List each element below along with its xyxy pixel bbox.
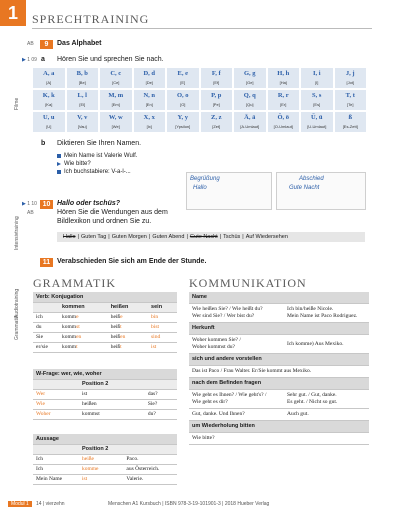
table-row — [33, 474, 177, 484]
page-number: 14 | vierzehn — [36, 501, 65, 507]
grammar-title: GRAMMATIK — [33, 276, 117, 290]
alphabet-letter — [335, 112, 367, 132]
table-row — [189, 433, 369, 445]
verb-stem: komm — [62, 344, 77, 350]
pronunciation: [E] — [180, 80, 186, 85]
ab-tag: AB — [27, 210, 34, 216]
alphabet-letter — [67, 90, 99, 110]
greeting-card-title: Begrüßung — [190, 176, 220, 182]
pronunciation: [O] — [180, 102, 186, 107]
alphabet-letter — [301, 68, 333, 88]
letter: K, k — [42, 92, 55, 99]
alphabet-row — [33, 90, 366, 110]
audio-track[interactable] — [22, 201, 37, 207]
pronunciation: [Ix] — [146, 124, 152, 129]
phrase-item: Guten Abend — [152, 234, 185, 240]
alphabet-letter — [167, 68, 199, 88]
table-row — [189, 335, 369, 354]
alphabet-letter — [100, 68, 132, 88]
column-header: Position 2 — [79, 379, 145, 389]
pronunciation: [Er] — [280, 102, 287, 107]
verb: heiße — [79, 454, 123, 464]
alphabet-letter — [33, 90, 65, 110]
table-header: Herkunft — [189, 323, 369, 335]
verb-stem: komm — [62, 314, 77, 320]
question: Wer sind Sie? / Wer bist du? — [192, 313, 255, 319]
side-label-filme: Filme — [14, 97, 20, 110]
verb-form: bist — [148, 322, 177, 332]
rest: Sie? — [145, 399, 177, 409]
answer: Ich bin/heiße Nicole. — [287, 306, 334, 312]
phrase-item: Guten Tag — [80, 234, 107, 240]
table-header: nach dem Befinden fragen — [189, 378, 369, 390]
table-header: Aussage — [33, 434, 177, 444]
alphabet-letter — [335, 90, 367, 110]
column-header: sein — [148, 302, 177, 312]
dialog-line: Ich buchstabiere: V-a-l-... — [64, 169, 131, 175]
pronunciation: [Ypsilon] — [175, 124, 191, 129]
alphabet-letter — [134, 68, 166, 88]
pronunciation: [Zet] — [212, 124, 221, 129]
alphabet-letter — [268, 112, 300, 132]
alphabet-letter — [33, 112, 65, 132]
verb-form: ist — [148, 342, 177, 352]
task-instruction: Diktieren Sie Ihren Namen. — [57, 140, 142, 147]
w-word: Wie — [33, 399, 79, 409]
speaker-a-marker — [57, 154, 61, 158]
table-header: Verb: Konjugation — [33, 292, 177, 302]
answer: Auch gut. — [284, 409, 369, 421]
communication-table — [189, 292, 369, 445]
letter: U, u — [42, 114, 55, 121]
pronunciation: [Ha] — [279, 80, 287, 85]
w-word: Woher — [33, 409, 79, 419]
alphabet-letter — [67, 112, 99, 132]
letter: Y, y — [177, 114, 189, 121]
verb-stem: heiß — [110, 314, 121, 320]
pronunciation: [Qu] — [245, 102, 254, 107]
farewell-card-title: Abschied — [299, 176, 324, 182]
pronunciation: [Ka] — [45, 102, 53, 107]
table-row — [33, 312, 177, 322]
subject: Mein Name — [33, 474, 79, 484]
table-header: sich und andere vorstellen — [189, 354, 369, 366]
letter: Q, q — [243, 92, 256, 99]
letter: S, s — [312, 92, 322, 99]
letter: G, g — [243, 70, 256, 77]
letter: W, w — [108, 114, 123, 121]
task-instruction: Hören Sie die Wendungen aus dem — [57, 209, 168, 216]
verb: komme — [79, 464, 123, 474]
side-label-grammatik: Grammatik — [14, 315, 20, 340]
greeting-card — [186, 172, 272, 210]
letter: D, d — [143, 70, 156, 77]
alphabet-letter — [167, 112, 199, 132]
exercise-title: Hallo oder tschüs? — [57, 200, 121, 207]
verb-form: sind — [148, 332, 177, 342]
speaker-a-marker — [57, 170, 61, 174]
pronunciation: [Es] — [313, 102, 321, 107]
table-row — [33, 399, 177, 409]
table-row — [189, 390, 369, 409]
pronunciation: [Ce] — [112, 80, 120, 85]
phrase-item: Hallo — [63, 234, 76, 240]
module-badge: Modul 1 — [8, 501, 32, 507]
verb: ist — [79, 474, 123, 484]
task-instruction: Hören Sie und sprechen Sie nach. — [57, 56, 164, 63]
rest: du? — [145, 409, 177, 419]
page-title: SPRECHTRAINING — [32, 12, 150, 26]
publisher-credit: Menschen A1 Kursbuch | ISBN 978-3-19-101901-3 | 2018 Hueber Verlag — [108, 501, 270, 507]
pronunciation: [U] — [46, 124, 52, 129]
letter: O, o — [176, 92, 189, 99]
pronunciation: [Es-Zett] — [342, 124, 358, 129]
verb-ending: en — [120, 334, 126, 340]
pronoun: du — [33, 322, 59, 332]
audio-icon: ▶ — [22, 201, 28, 207]
table-row — [33, 409, 177, 419]
ab-tag: AB — [27, 41, 34, 47]
verb-ending: t — [120, 324, 122, 330]
phrase-item: Auf Wiedersehen — [245, 234, 288, 240]
speaker-b-marker — [57, 162, 61, 166]
w-question-table — [33, 369, 177, 420]
verb: kommst — [79, 409, 145, 419]
letter: F, f — [211, 70, 221, 77]
rest: aus Österreich. — [123, 464, 177, 474]
alphabet-letter — [301, 90, 333, 110]
question: Wie heißen Sie? / Wie heißt du? — [192, 306, 263, 312]
pronunciation: [Vau] — [77, 124, 87, 129]
pronunciation: [I] — [315, 80, 319, 85]
audio-track-label: 1 10 — [27, 201, 37, 207]
subject: Ich — [33, 464, 79, 474]
verb-ending: en — [76, 334, 82, 340]
greeting-sample: Hallo — [193, 185, 207, 191]
pronunciation: [We] — [111, 124, 120, 129]
alphabet-letter — [67, 68, 99, 88]
verb-ending: t — [76, 344, 78, 350]
table-header: W-Frage: wer, wie, woher — [33, 369, 177, 379]
verb-stem: komm — [62, 324, 77, 330]
letter: Ü, ü — [310, 114, 323, 121]
letter: P, p — [211, 92, 222, 99]
dialog-line: Wie bitte? — [64, 161, 91, 167]
verb: heißen — [79, 399, 145, 409]
question: Woher kommen Sie? / — [192, 337, 241, 343]
verb-ending: st — [76, 324, 80, 330]
table-row — [33, 332, 177, 342]
table-row — [33, 342, 177, 352]
letter: T, t — [345, 92, 355, 99]
page-number-word: vierzehn — [45, 501, 65, 507]
verb-ending: e — [120, 314, 123, 320]
letter: R, r — [277, 92, 289, 99]
table-header: Name — [189, 292, 369, 304]
verb-ending: e — [76, 314, 79, 320]
farewell-sample: Gute Nacht — [289, 185, 320, 191]
w-word: Wer — [33, 389, 79, 399]
communication-title: KOMMUNIKATION — [189, 276, 307, 290]
table-row — [189, 304, 369, 323]
alphabet-letter — [201, 68, 233, 88]
verb-stem: heiß — [110, 334, 121, 340]
pronunciation: [Pe] — [212, 102, 220, 107]
verb: ist — [79, 389, 145, 399]
letter: B, b — [76, 70, 88, 77]
table-row — [33, 464, 177, 474]
side-label-intensivtraining: Intensivtraining — [14, 216, 20, 250]
pronunciation: [De] — [145, 80, 153, 85]
verb-form: bin — [148, 312, 177, 322]
letter: A, a — [43, 70, 55, 77]
letter: Ö, ö — [277, 114, 290, 121]
question: Gut, danke. Und Ihnen? — [189, 409, 284, 421]
alphabet-letter — [201, 112, 233, 132]
audio-track-label: 1 09 — [27, 57, 37, 63]
audio-icon: ▶ — [22, 57, 28, 63]
pronoun: er/sie — [33, 342, 59, 352]
pronunciation: [Ge] — [245, 80, 254, 85]
answer: Sehr gut. / Gut, danke. — [287, 392, 337, 398]
phrase: Das ist Paco / Frau Walter. Er/Sie kommt aus Mexiko. — [189, 366, 369, 378]
alphabet-letter — [201, 90, 233, 110]
phrase: Wie bitte? — [189, 433, 369, 445]
letter: Ä, ä — [244, 114, 256, 121]
table-row — [33, 322, 177, 332]
table-row — [33, 389, 177, 399]
alphabet-letter — [100, 90, 132, 110]
alphabet-letter — [100, 112, 132, 132]
letter: Z, z — [211, 114, 222, 121]
pronunciation: [A-Umlaut] — [240, 124, 260, 129]
letter: C, c — [110, 70, 122, 77]
column-header: Position 2 — [79, 444, 123, 454]
verb-ending: t — [120, 344, 122, 350]
phrase-item: Guten Morgen — [111, 234, 147, 240]
audio-track[interactable] — [22, 57, 37, 63]
exercise-number: 10 — [40, 200, 53, 209]
letter: E, e — [177, 70, 188, 77]
alphabet-letter — [234, 112, 266, 132]
pronunciation: [Be] — [78, 80, 86, 85]
answer: Es geht. / Nicht so gut. — [287, 399, 338, 405]
task-letter: a — [41, 56, 45, 63]
verb-stem: heiß — [110, 344, 121, 350]
rest: das? — [145, 389, 177, 399]
unit-number-badge: 1 — [0, 0, 26, 26]
subject: Ich — [33, 454, 79, 464]
column-header: heißen — [108, 302, 148, 312]
farewell-card — [276, 172, 366, 210]
rest: Valerie. — [123, 474, 177, 484]
phrase-item: Tschüs — [223, 234, 241, 240]
pronoun: Sie — [33, 332, 59, 342]
table-header: um Wiederholung bitten — [189, 421, 369, 433]
letter: L, l — [77, 92, 87, 99]
answer: Mein Name ist Paco Rodriguez. — [287, 313, 358, 319]
exercise-number: 9 — [40, 40, 53, 49]
table-row — [33, 454, 177, 464]
pronunciation: [Jot] — [346, 80, 355, 85]
exercise-title: Das Alphabet — [57, 40, 102, 47]
statement-table — [33, 434, 177, 485]
letter: H, h — [277, 70, 290, 77]
letter: ß — [348, 114, 353, 121]
alphabet-letter — [234, 90, 266, 110]
rest: Paco. — [123, 454, 177, 464]
letter: I, i — [312, 70, 321, 77]
task-instruction: Bildlexikon und ordnen Sie zu. — [57, 218, 152, 225]
alphabet-letter — [134, 90, 166, 110]
pronunciation: [En] — [145, 102, 153, 107]
alphabet-letter — [234, 68, 266, 88]
letter: M, m — [108, 92, 124, 99]
alphabet-letter — [268, 90, 300, 110]
alphabet-letter — [33, 68, 65, 88]
pronunciation: [O-Umlaut] — [273, 124, 293, 129]
pronunciation: [Te] — [347, 102, 354, 107]
alphabet-grid — [33, 68, 366, 134]
alphabet-letter — [335, 68, 367, 88]
table-row — [189, 366, 369, 378]
conjugation-table — [33, 292, 177, 353]
side-label-audiotraining: Audiotraining — [14, 288, 20, 318]
page-number-digits: 14 — [36, 501, 42, 507]
task-letter: b — [41, 140, 46, 147]
question: Woher kommst du? — [192, 344, 235, 350]
pronunciation: [El] — [79, 102, 86, 107]
pronunciation: [A] — [46, 80, 52, 85]
pronoun: ich — [33, 312, 59, 322]
letter: J, j — [345, 70, 355, 77]
letter: N, n — [143, 92, 156, 99]
dialog-line: Mein Name ist Valerie Wulf. — [64, 153, 138, 159]
alphabet-letter — [301, 112, 333, 132]
alphabet-row — [33, 112, 366, 132]
question: Wie geht es dir? — [192, 399, 228, 405]
title-divider — [32, 28, 372, 29]
alphabet-letter — [167, 90, 199, 110]
answer: Ich komme) Aus Mexiko. — [284, 335, 369, 354]
pronunciation: [Ef] — [213, 80, 220, 85]
phrase-item: Gute Nacht — [189, 234, 218, 240]
letter: V, v — [77, 114, 88, 121]
table-row — [189, 409, 369, 421]
alphabet-letter — [134, 112, 166, 132]
alphabet-row — [33, 68, 366, 88]
verb-stem: komm — [62, 334, 77, 340]
alphabet-letter — [268, 68, 300, 88]
exercise-title: Verabschieden Sie sich am Ende der Stunde. — [57, 258, 207, 265]
pronunciation: [Em] — [111, 102, 120, 107]
exercise-number: 11 — [40, 258, 53, 267]
column-header: kommen — [59, 302, 108, 312]
phrase-bank: Hallo | Guten Tag | Guten Morgen | Guten Abend | Gute Nacht | Tschüs | Auf Wiedersehen — [57, 232, 365, 242]
question: Wie geht es Ihnen? / Wie geht's? / — [192, 392, 267, 398]
letter: X, x — [143, 114, 155, 121]
pronunciation: [U-Umlaut] — [307, 124, 327, 129]
verb-stem: heiß — [110, 324, 121, 330]
